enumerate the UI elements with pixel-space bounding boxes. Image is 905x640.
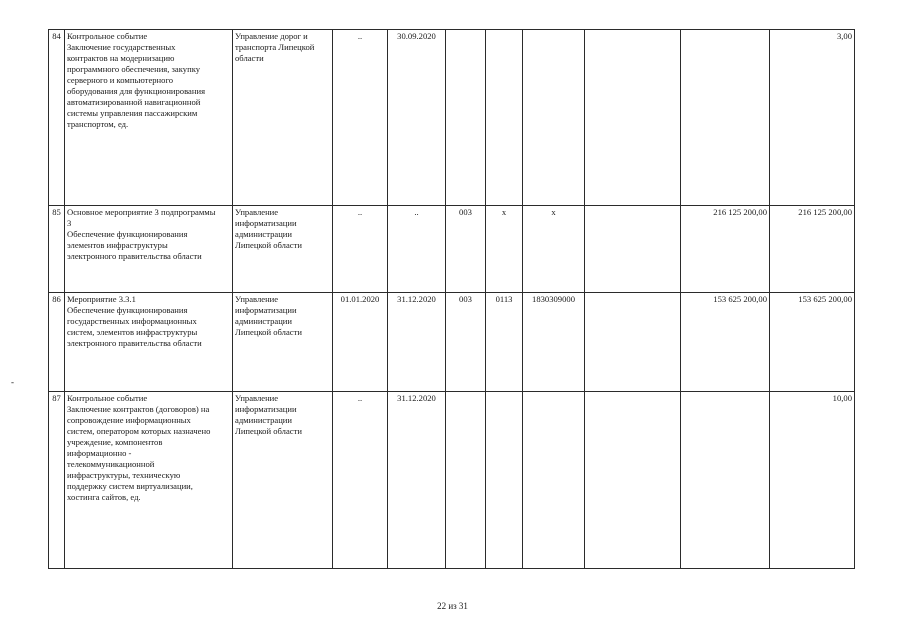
event-name-cell-line: контрактов на модернизацию <box>67 53 175 63</box>
event-name-cell-line: поддержку систем виртуализации, <box>67 481 193 491</box>
grbs-code-cell: 003 <box>446 206 486 293</box>
event-name-cell-line: государственных информационных <box>67 316 197 326</box>
event-name-cell-line: Заключение контрактов (договоров) на <box>67 404 210 414</box>
executor-cell-line: Липецкой области <box>235 426 302 436</box>
event-name-cell <box>65 293 233 392</box>
executor-cell-line: Управление <box>235 294 279 304</box>
row-number-cell: 85 <box>49 206 65 293</box>
event-name-cell-line: системы управления пассажирским <box>67 108 198 118</box>
budget-plan-table <box>48 29 855 569</box>
page-number: 22 из 31 <box>437 601 468 611</box>
executor-cell-line: Липецкой области <box>235 327 302 337</box>
grbs-code-cell: 003 <box>446 293 486 392</box>
event-name-cell-line: систем, элементов инфраструктуры <box>67 327 198 337</box>
event-name-cell-line: сопровождение информационных <box>67 415 191 425</box>
event-name-cell-line: 3 <box>67 218 72 228</box>
row-number-cell: 87 <box>49 392 65 569</box>
event-name-cell-line: Заключение государственных <box>67 42 176 52</box>
margin-mark: - <box>11 377 14 387</box>
start-date-cell: .. <box>333 206 388 293</box>
event-name-cell <box>65 30 233 206</box>
executor-cell-line: Управление <box>235 393 279 403</box>
end-date-cell: 31.12.2020 <box>388 293 446 392</box>
table-row <box>49 392 855 569</box>
event-name-cell-line: серверного и компьютерного <box>67 75 174 85</box>
executor-cell <box>233 293 333 392</box>
start-date-cell: .. <box>333 30 388 206</box>
event-name-cell-line: учреждение, компонентов <box>67 437 163 447</box>
event-name-cell-line: Мероприятие 3.3.1 <box>67 294 136 304</box>
executor-cell-line: администрации <box>235 229 293 239</box>
event-name-cell-line: программного обеспечения, закупку <box>67 64 201 74</box>
event-name-cell-line: Обеспечение функционирования <box>67 229 188 239</box>
row-number-cell: 84 <box>49 30 65 206</box>
total-amount-cell: 216 125 200,00 <box>770 206 855 293</box>
event-name-cell-line: информационно - <box>67 448 132 458</box>
executor-cell <box>233 392 333 569</box>
executor-cell <box>233 206 333 293</box>
executor-cell-line: транспорта Липецкой <box>235 42 315 52</box>
section-code-cell <box>486 392 523 569</box>
executor-cell-line: администрации <box>235 415 293 425</box>
executor-cell <box>233 30 333 206</box>
amount-cell <box>681 392 770 569</box>
executor-cell-line: Управление дорог и <box>235 31 308 41</box>
event-name-cell <box>65 206 233 293</box>
executor-cell-line: Липецкой области <box>235 240 302 250</box>
executor-cell-line: информатизации <box>235 305 297 315</box>
total-amount-cell: 10,00 <box>770 392 855 569</box>
event-name-cell-line: транспортом, ед. <box>67 119 129 129</box>
section-code-cell: x <box>486 206 523 293</box>
event-name-cell-line: Контрольное событие <box>67 393 148 403</box>
amount-cell: 153 625 200,00 <box>681 293 770 392</box>
executor-cell-line: информатизации <box>235 404 297 414</box>
row-number-cell: 86 <box>49 293 65 392</box>
executor-cell-line: администрации <box>235 316 293 326</box>
event-name-cell-line: телекоммуникационной <box>67 459 155 469</box>
event-name-cell-line: Обеспечение функционирования <box>67 305 188 315</box>
event-name-cell-line: Контрольное событие <box>67 31 148 41</box>
target-article-cell <box>523 30 585 206</box>
executor-cell-line: области <box>235 53 264 63</box>
start-date-cell: .. <box>333 392 388 569</box>
executor-cell-line: Управление <box>235 207 279 217</box>
event-name-cell-line: электронного правительства области <box>67 338 202 348</box>
target-article-cell: 1830309000 <box>523 293 585 392</box>
event-name-cell-line: автоматизированной навигационной <box>67 97 201 107</box>
section-code-cell <box>486 30 523 206</box>
table-row <box>49 206 855 293</box>
event-name-cell-line: хостинга сайтов, ед. <box>67 492 141 502</box>
expense-type-cell <box>585 30 681 206</box>
end-date-cell: .. <box>388 206 446 293</box>
amount-cell: 216 125 200,00 <box>681 206 770 293</box>
event-name-cell-line: систем, оператором которых назначено <box>67 426 211 436</box>
end-date-cell: 31.12.2020 <box>388 392 446 569</box>
section-code-cell: 0113 <box>486 293 523 392</box>
expense-type-cell <box>585 293 681 392</box>
event-name-cell-line: оборудования для функционирования <box>67 86 206 96</box>
total-amount-cell: 3,00 <box>770 30 855 206</box>
expense-type-cell <box>585 392 681 569</box>
table-row <box>49 293 855 392</box>
start-date-cell: 01.01.2020 <box>333 293 388 392</box>
event-name-cell-line: Основное мероприятие 3 подпрограммы <box>67 207 216 217</box>
total-amount-cell: 153 625 200,00 <box>770 293 855 392</box>
target-article-cell <box>523 392 585 569</box>
event-name-cell-line: элементов инфраструктуры <box>67 240 168 250</box>
grbs-code-cell <box>446 30 486 206</box>
table-row <box>49 30 855 206</box>
expense-type-cell <box>585 206 681 293</box>
event-name-cell-line: электронного правительства области <box>67 251 202 261</box>
amount-cell <box>681 30 770 206</box>
event-name-cell <box>65 392 233 569</box>
table-body <box>49 30 855 569</box>
executor-cell-line: информатизации <box>235 218 297 228</box>
target-article-cell: x <box>523 206 585 293</box>
grbs-code-cell <box>446 392 486 569</box>
end-date-cell: 30.09.2020 <box>388 30 446 206</box>
event-name-cell-line: инфраструктуры, техническую <box>67 470 181 480</box>
